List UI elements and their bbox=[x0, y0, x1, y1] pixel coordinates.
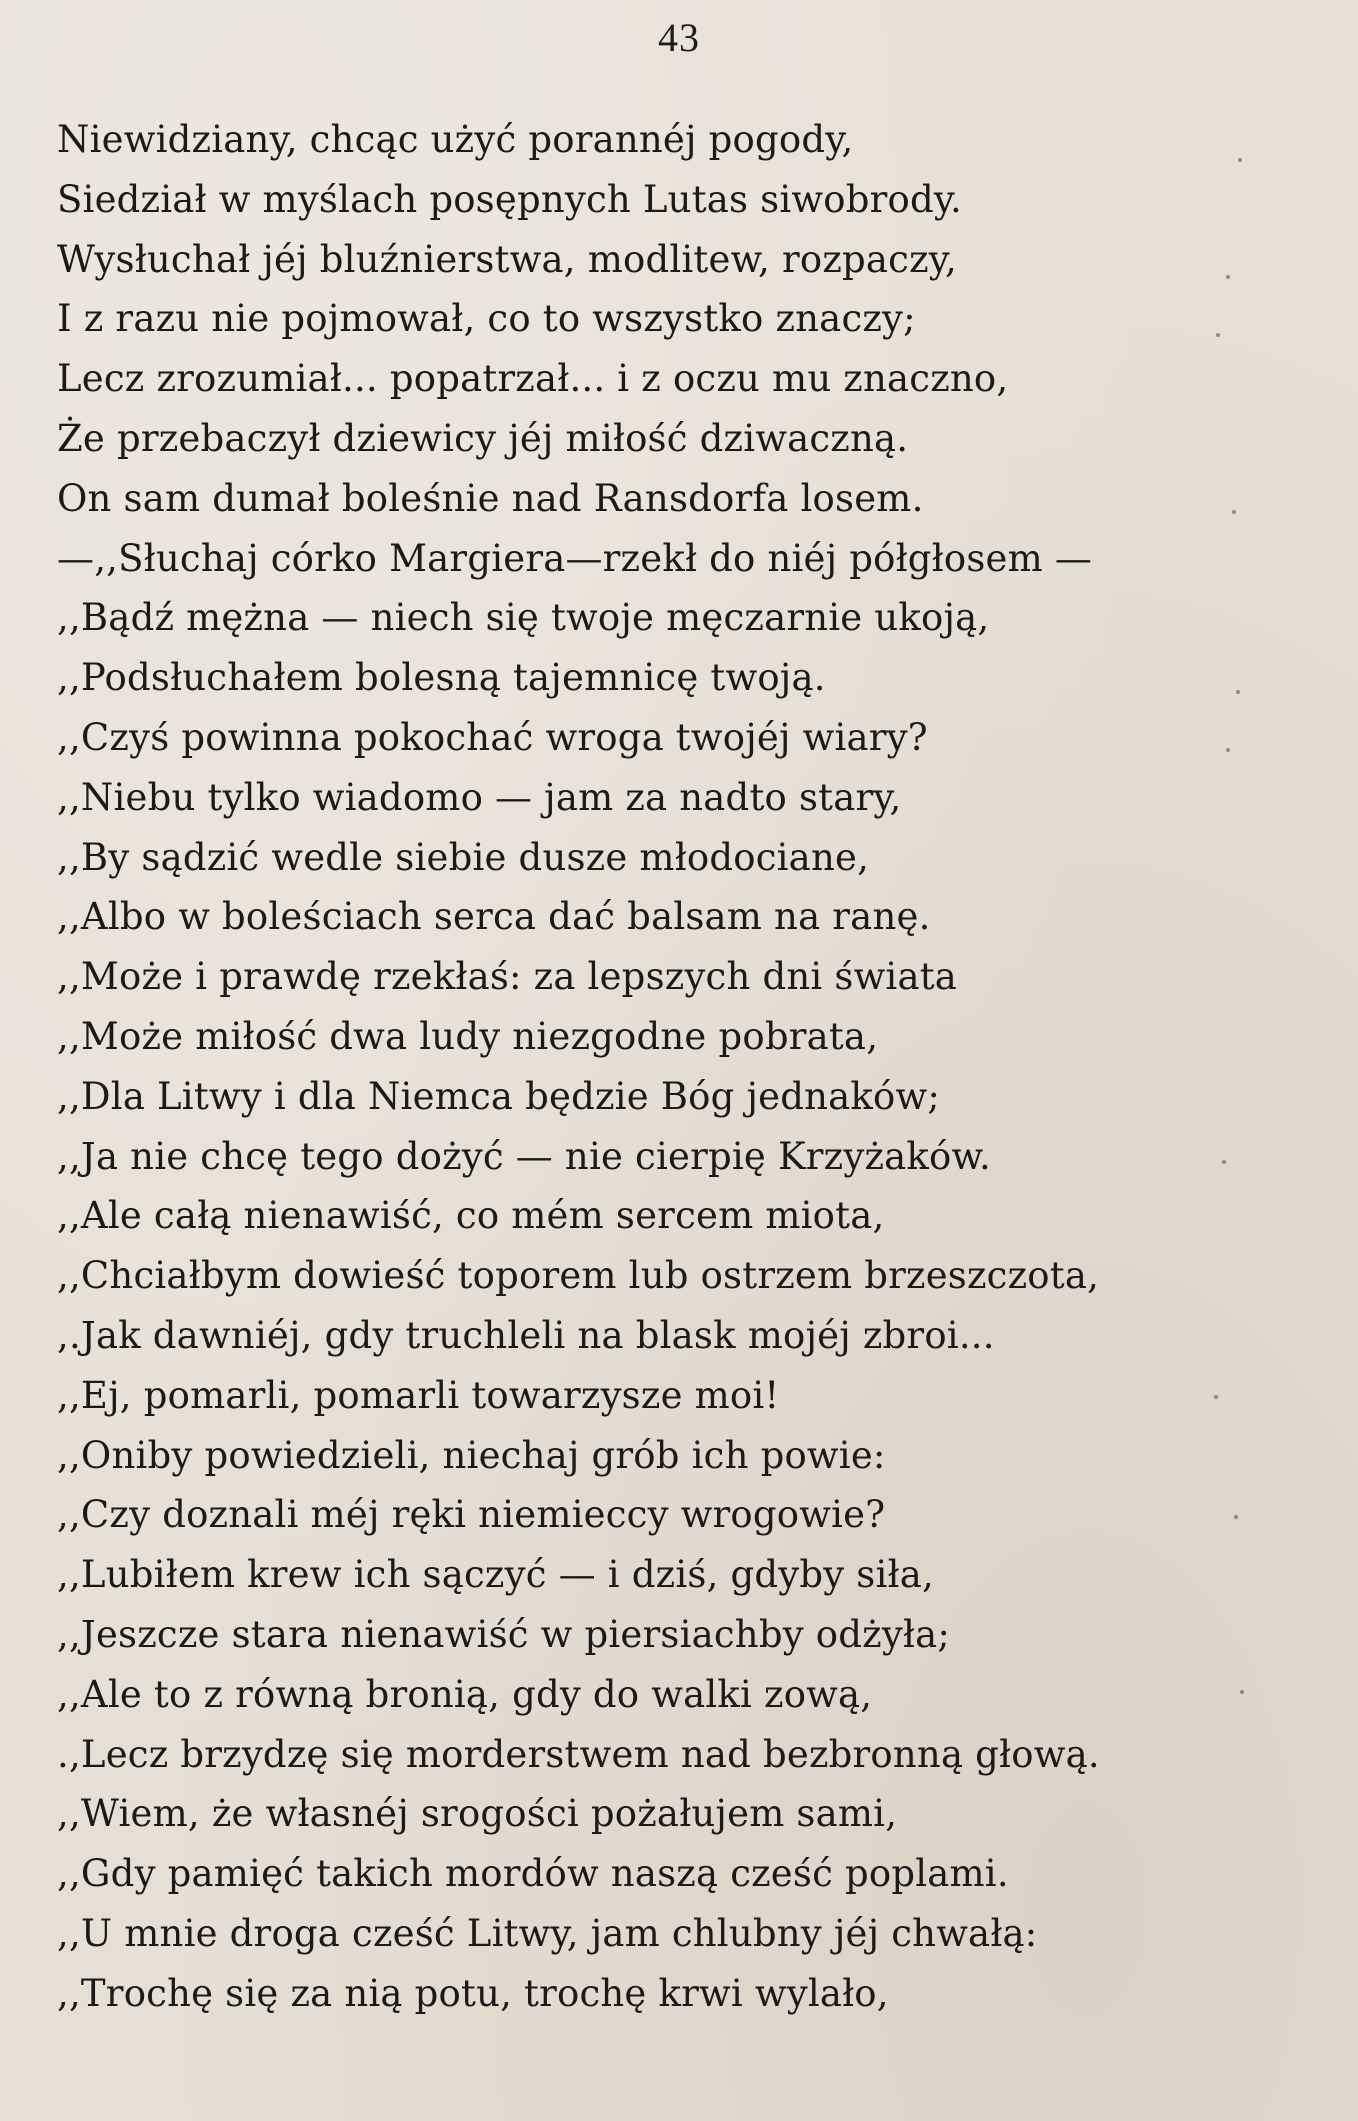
verse-line: ,,Bądź mężna — niech się twoje męczarnie ukoją, bbox=[57, 596, 990, 640]
verse-line: ,,Ja nie chcę tego dożyć — nie cierpię Krzyżaków. bbox=[57, 1134, 991, 1178]
verse-line: ,,Gdy pamięć takich mordów naszą cześć poplami. bbox=[57, 1852, 1009, 1896]
verse-line: ,,Chciałbym dowieść toporem lub ostrzem brzeszczota, bbox=[57, 1254, 1100, 1298]
verse-line: I z razu nie pojmował, co to wszystko znaczy; bbox=[57, 297, 916, 341]
verse-line: Niewidziany, chcąc użyć porannéj pogody, bbox=[57, 118, 854, 161]
verse-line: On sam dumał boleśnie nad Ransdorfa losem. bbox=[57, 476, 924, 520]
verse-line: ,,Niebu tylko wiadomo — jam za nadto stary, bbox=[57, 775, 902, 819]
verse-line: ,,Ale to z równą bronią, gdy do walki zową, bbox=[57, 1672, 873, 1716]
verse-line: ,,Lubiłem krew ich sączyć — i dziś, gdyby siła, bbox=[57, 1553, 934, 1597]
verse-line: ,,Może miłość dwa ludy niezgodne pobrata, bbox=[57, 1014, 879, 1058]
paper-speck bbox=[1234, 1515, 1238, 1519]
verse-line: ,,Oniby powiedzieli, niechaj grób ich powie: bbox=[57, 1433, 886, 1477]
verse-line: .,Lecz brzydzę się morderstwem nad bezbronną głową. bbox=[57, 1732, 1100, 1776]
verse-line: ,,Czy doznali méj ręki niemieccy wrogowie? bbox=[57, 1493, 886, 1537]
verse-line: Lecz zrozumiał... popatrzał... i z oczu mu znaczno, bbox=[57, 357, 1009, 401]
verse-line: ,,Czyś powinna pokochać wroga twojéj wiary? bbox=[57, 715, 928, 759]
paper-speck bbox=[1238, 158, 1242, 162]
verse-line: —,,Słuchaj córko Margiera—rzekł do niéj półgłosem — bbox=[57, 536, 1093, 580]
paper-speck bbox=[1226, 748, 1230, 752]
paper-speck bbox=[1236, 690, 1240, 694]
verse-line: ,,Ale całą nienawiść, co mém sercem miota, bbox=[57, 1194, 885, 1238]
paper-speck bbox=[1216, 333, 1220, 337]
verse-line: ,.Jak dawniéj, gdy truchleli na blask mojéj zbroi... bbox=[57, 1313, 995, 1357]
poem-text bbox=[57, 110, 1327, 2024]
verse-line: Wysłuchał jéj bluźnierstwa, modlitew, rozpaczy, bbox=[57, 237, 957, 281]
verse-line: ,,Albo w boleściach serca dać balsam na ranę. bbox=[57, 895, 931, 939]
page-number: 43 bbox=[658, 15, 700, 60]
verse-line: ,,U mnie droga cześć Litwy, jam chlubny jéj chwałą: bbox=[57, 1911, 1038, 1955]
paper-speck bbox=[1232, 510, 1236, 514]
paper-speck bbox=[1226, 275, 1230, 279]
paper-speck bbox=[1214, 1395, 1218, 1399]
verse-line: ,,By sądzić wedle siebie dusze młodociane, bbox=[57, 835, 870, 879]
verse-line: ,,Dla Litwy i dla Niemca będzie Bóg jednaków; bbox=[57, 1074, 941, 1118]
verse-line: Siedział w myślach posępnych Lutas siwobrody. bbox=[57, 177, 963, 221]
paper-speck bbox=[1222, 1160, 1226, 1164]
verse-line: ,,Podsłuchałem bolesną tajemnicę twoją. bbox=[57, 656, 826, 700]
verse-line: ,,Jeszcze stara nienawiść w piersiachby odżyła; bbox=[57, 1612, 951, 1656]
verse-line: ,,Może i prawdę rzekłaś: za lepszych dni świata bbox=[57, 955, 958, 999]
verse-line: ,,Trochę się za nią potu, trochę krwi wylało, bbox=[57, 1971, 889, 2015]
verse-line: Że przebaczył dziewicy jéj miłość dziwaczną. bbox=[57, 416, 909, 460]
paper-speck bbox=[1240, 1690, 1244, 1694]
verse-line: ,,Ej, pomarli, pomarli towarzysze moi! bbox=[57, 1373, 780, 1417]
verse-line: ,,Wiem, że własnéj srogości pożałujem sami, bbox=[57, 1792, 898, 1836]
